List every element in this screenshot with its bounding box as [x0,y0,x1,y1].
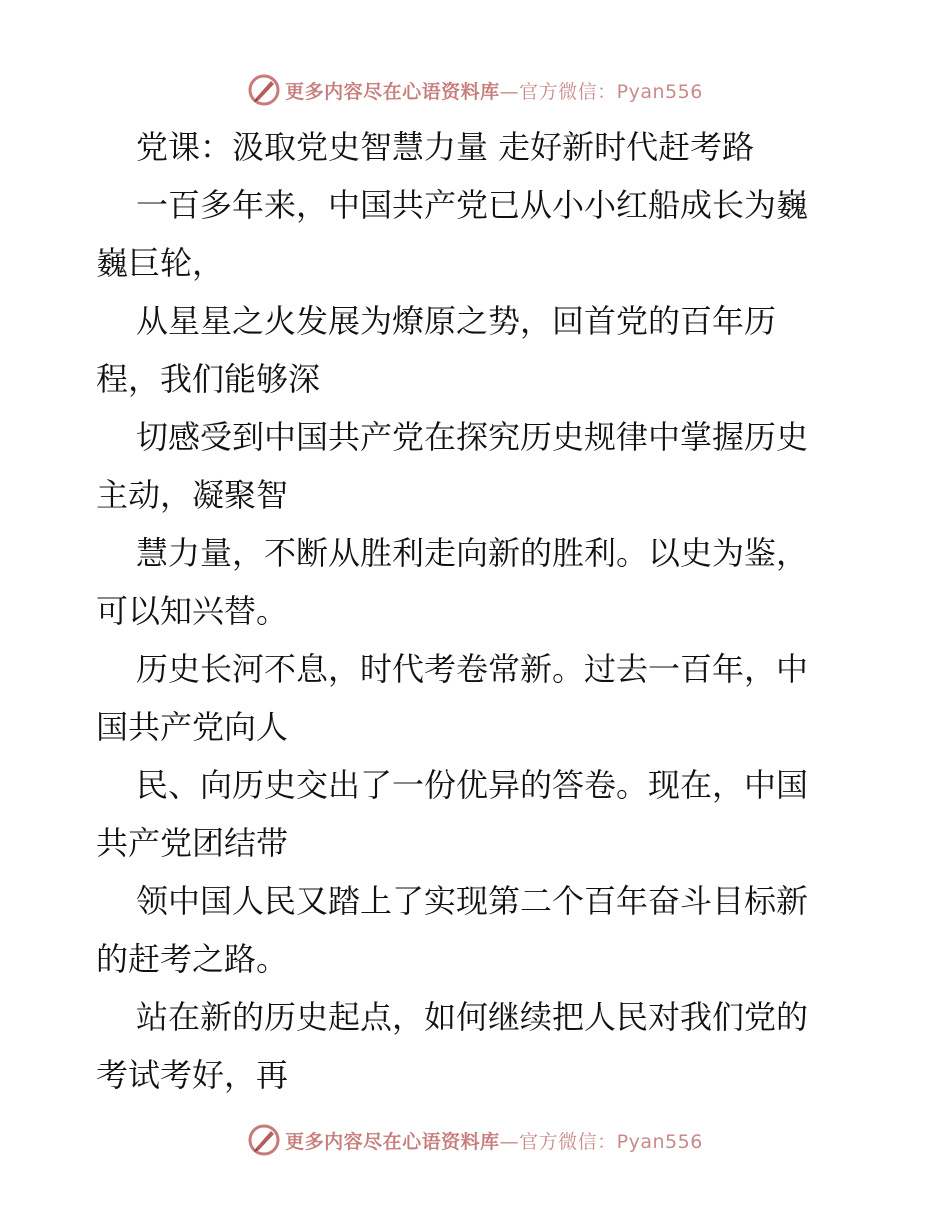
pen-feather-icon [247,73,281,107]
paragraph-line: 慧力量，不断从胜利走向新的胜利。以史为鉴， [136,534,809,572]
header-banner [0,70,950,110]
paragraph-line: 国共产党向人 [96,708,289,746]
paragraph-line: 巍巨轮， [96,244,225,282]
banner-title: 更多内容尽在心语资料库 [285,1130,500,1153]
paragraph-line: 站在新的历史起点，如何继续把人民对我们党的 [136,998,809,1036]
paragraph-line: 主动，凝聚智 [96,476,289,514]
document-body [96,118,856,1104]
paragraph-line: 一百多年来，中国共产党已从小小红船成长为巍 [136,186,809,224]
paragraph-line: 历史长河不息，时代考卷常新。过去一百年，中 [136,650,809,688]
paragraph-line: 程，我们能够深 [96,360,321,398]
paragraph-line: 的赶考之路。 [96,940,289,978]
pen-feather-icon [247,1123,281,1157]
document-title: 党课：汲取党史智慧力量 走好新时代赶考路 [136,128,755,166]
banner-contact: —官方微信：Pyan556 [499,80,703,103]
footer-banner [0,1120,950,1160]
banner-title: 更多内容尽在心语资料库 [285,80,500,103]
banner-contact: —官方微信：Pyan556 [499,1130,703,1153]
paragraph-line: 民、向历史交出了一份优异的答卷。现在，中国 [136,766,809,804]
paragraph-line: 从星星之火发展为燎原之势，回首党的百年历 [136,302,777,340]
paragraph-line: 考试考好，再 [96,1056,289,1094]
paragraph-line: 可以知兴替。 [96,592,289,630]
paragraph-line: 共产党团结带 [96,824,289,862]
paragraph-line: 领中国人民又踏上了实现第二个百年奋斗目标新 [136,882,809,920]
paragraph-line: 切感受到中国共产党在探究历史规律中掌握历史 [136,418,809,456]
